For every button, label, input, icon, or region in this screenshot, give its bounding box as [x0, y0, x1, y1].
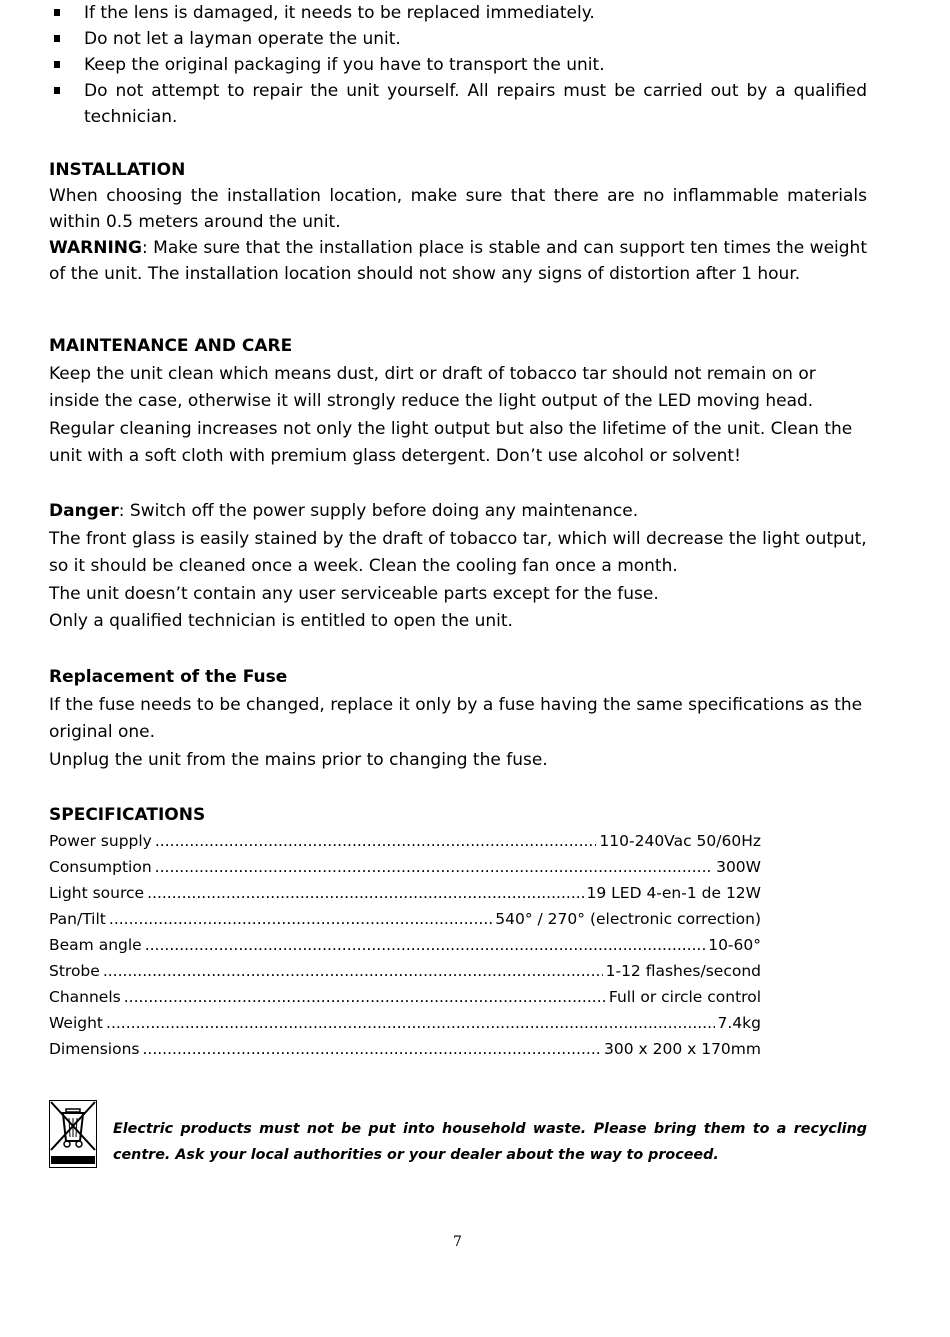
- dot-leader: [155, 828, 597, 854]
- spec-value: 300 x 200 x 170mm: [603, 1040, 761, 1058]
- spec-value: 7.4kg: [717, 1014, 761, 1032]
- fuse-text: If the fuse needs to be changed, replace it only by a fuse having the same specifications as the original one.: [49, 694, 863, 743]
- bullet-text: If the lens is damaged, it needs to be replaced immediately.: [84, 3, 595, 23]
- maintenance-line: The front glass is easily stained by the draft of tobacco tar, which will decrease the light output, so it should be cleaned once a week. Clean the cooling fan once a month.: [49, 528, 867, 577]
- spec-row: [49, 880, 761, 906]
- spec-row: [49, 932, 761, 958]
- square-bullet-icon: [54, 87, 60, 94]
- specifications-heading: SPECIFICATIONS: [49, 805, 206, 825]
- spec-row: [49, 906, 761, 932]
- specifications-section: [49, 802, 867, 828]
- installation-text: When choosing the installation location, make sure that there are no inflammable materials within 0.5 meters around the unit.: [49, 186, 867, 232]
- list-item: [49, 78, 867, 130]
- page-number: 7: [453, 1234, 462, 1250]
- bullet-text: Keep the original packaging if you have to transport the unit.: [84, 55, 605, 75]
- dot-leader: [145, 932, 706, 958]
- dot-leader: [147, 880, 583, 906]
- installation-section: [49, 157, 867, 287]
- spec-value: 10-60°: [708, 936, 761, 954]
- crossed-out-wheelie-bin-icon: [49, 1100, 97, 1168]
- safety-bullet-list: [49, 0, 867, 130]
- weee-notice: Electric products must not be put into household waste. Please bring them to a recycling centre. Ask your local authorities or your dealer about the way to proceed.: [113, 1121, 867, 1163]
- spec-label: Power supply: [49, 832, 152, 850]
- maintenance-line: Only a qualified technician is entitled to open the unit.: [49, 611, 513, 632]
- spec-label: Weight: [49, 1014, 104, 1032]
- spec-value: Full or circle control: [608, 988, 761, 1006]
- dot-leader: [103, 958, 603, 984]
- danger-label: Danger: [49, 500, 119, 521]
- spec-label: Consumption: [49, 858, 152, 876]
- specifications-table: [49, 828, 761, 1062]
- spec-row: [49, 1036, 761, 1062]
- danger-text: : Switch off the power supply before doing any maintenance.: [118, 500, 639, 521]
- fuse-text: Unplug the unit from the mains prior to changing the fuse.: [49, 749, 548, 770]
- warning-text: : Make sure that the installation place is stable and can support ten times the weight of the unit. The installation location should not show any signs of distortion after 1 hour.: [49, 238, 867, 284]
- dot-leader: [142, 1036, 601, 1062]
- maintenance-text: Keep the unit clean which means dust, dirt or draft of tobacco tar should not remain on or inside the case, otherwise it will strongly reduce the light output of the LED moving head. Regular cleaning increases not only the light output but also the lifetime of the unit. Clean the unit with a soft cloth with premium glass detergent. Don’t use alcohol or solvent!: [49, 363, 853, 467]
- list-item: [49, 0, 867, 26]
- square-bullet-icon: [54, 35, 60, 42]
- warning-label: WARNING: [49, 238, 142, 258]
- spec-label: Light source: [49, 884, 145, 902]
- spec-value: 540° / 270° (electronic correction): [495, 910, 761, 928]
- dot-leader: [109, 906, 492, 932]
- spec-value: 110-240Vac 50/60Hz: [599, 832, 761, 850]
- maintenance-heading: MAINTENANCE AND CARE: [49, 336, 293, 356]
- installation-heading: INSTALLATION: [49, 160, 186, 180]
- maintenance-section: [49, 333, 867, 636]
- list-item: [49, 52, 867, 78]
- spec-row: [49, 828, 761, 854]
- spec-row: [49, 1010, 761, 1036]
- installation-warning: [49, 235, 867, 287]
- spec-value: 300W: [716, 858, 761, 876]
- fuse-heading: Replacement of the Fuse: [49, 667, 288, 687]
- bullet-text: Do not attempt to repair the unit yourself. All repairs must be carried out by a qualified technician.: [84, 81, 867, 127]
- spec-label: Channels: [49, 988, 121, 1006]
- spec-value: 19 LED 4-en-1 de 12W: [586, 884, 761, 902]
- dot-leader: [106, 1010, 715, 1036]
- spec-row: [49, 958, 761, 984]
- square-bullet-icon: [54, 9, 60, 16]
- dot-leader: [155, 854, 713, 880]
- dot-leader: [124, 984, 606, 1010]
- list-item: [49, 26, 867, 52]
- square-bullet-icon: [54, 61, 60, 68]
- spec-label: Pan/Tilt: [49, 910, 106, 928]
- spec-row: [49, 854, 761, 880]
- danger-line: [49, 498, 867, 526]
- maintenance-line: The unit doesn’t contain any user serviceable parts except for the fuse.: [49, 583, 659, 604]
- spec-value: 1-12 flashes/second: [605, 962, 761, 980]
- spec-label: Strobe: [49, 962, 100, 980]
- bullet-text: Do not let a layman operate the unit.: [84, 29, 401, 49]
- spec-row: [49, 984, 761, 1010]
- spec-label: Dimensions: [49, 1040, 140, 1058]
- fuse-section: [49, 664, 867, 774]
- spec-label: Beam angle: [49, 936, 142, 954]
